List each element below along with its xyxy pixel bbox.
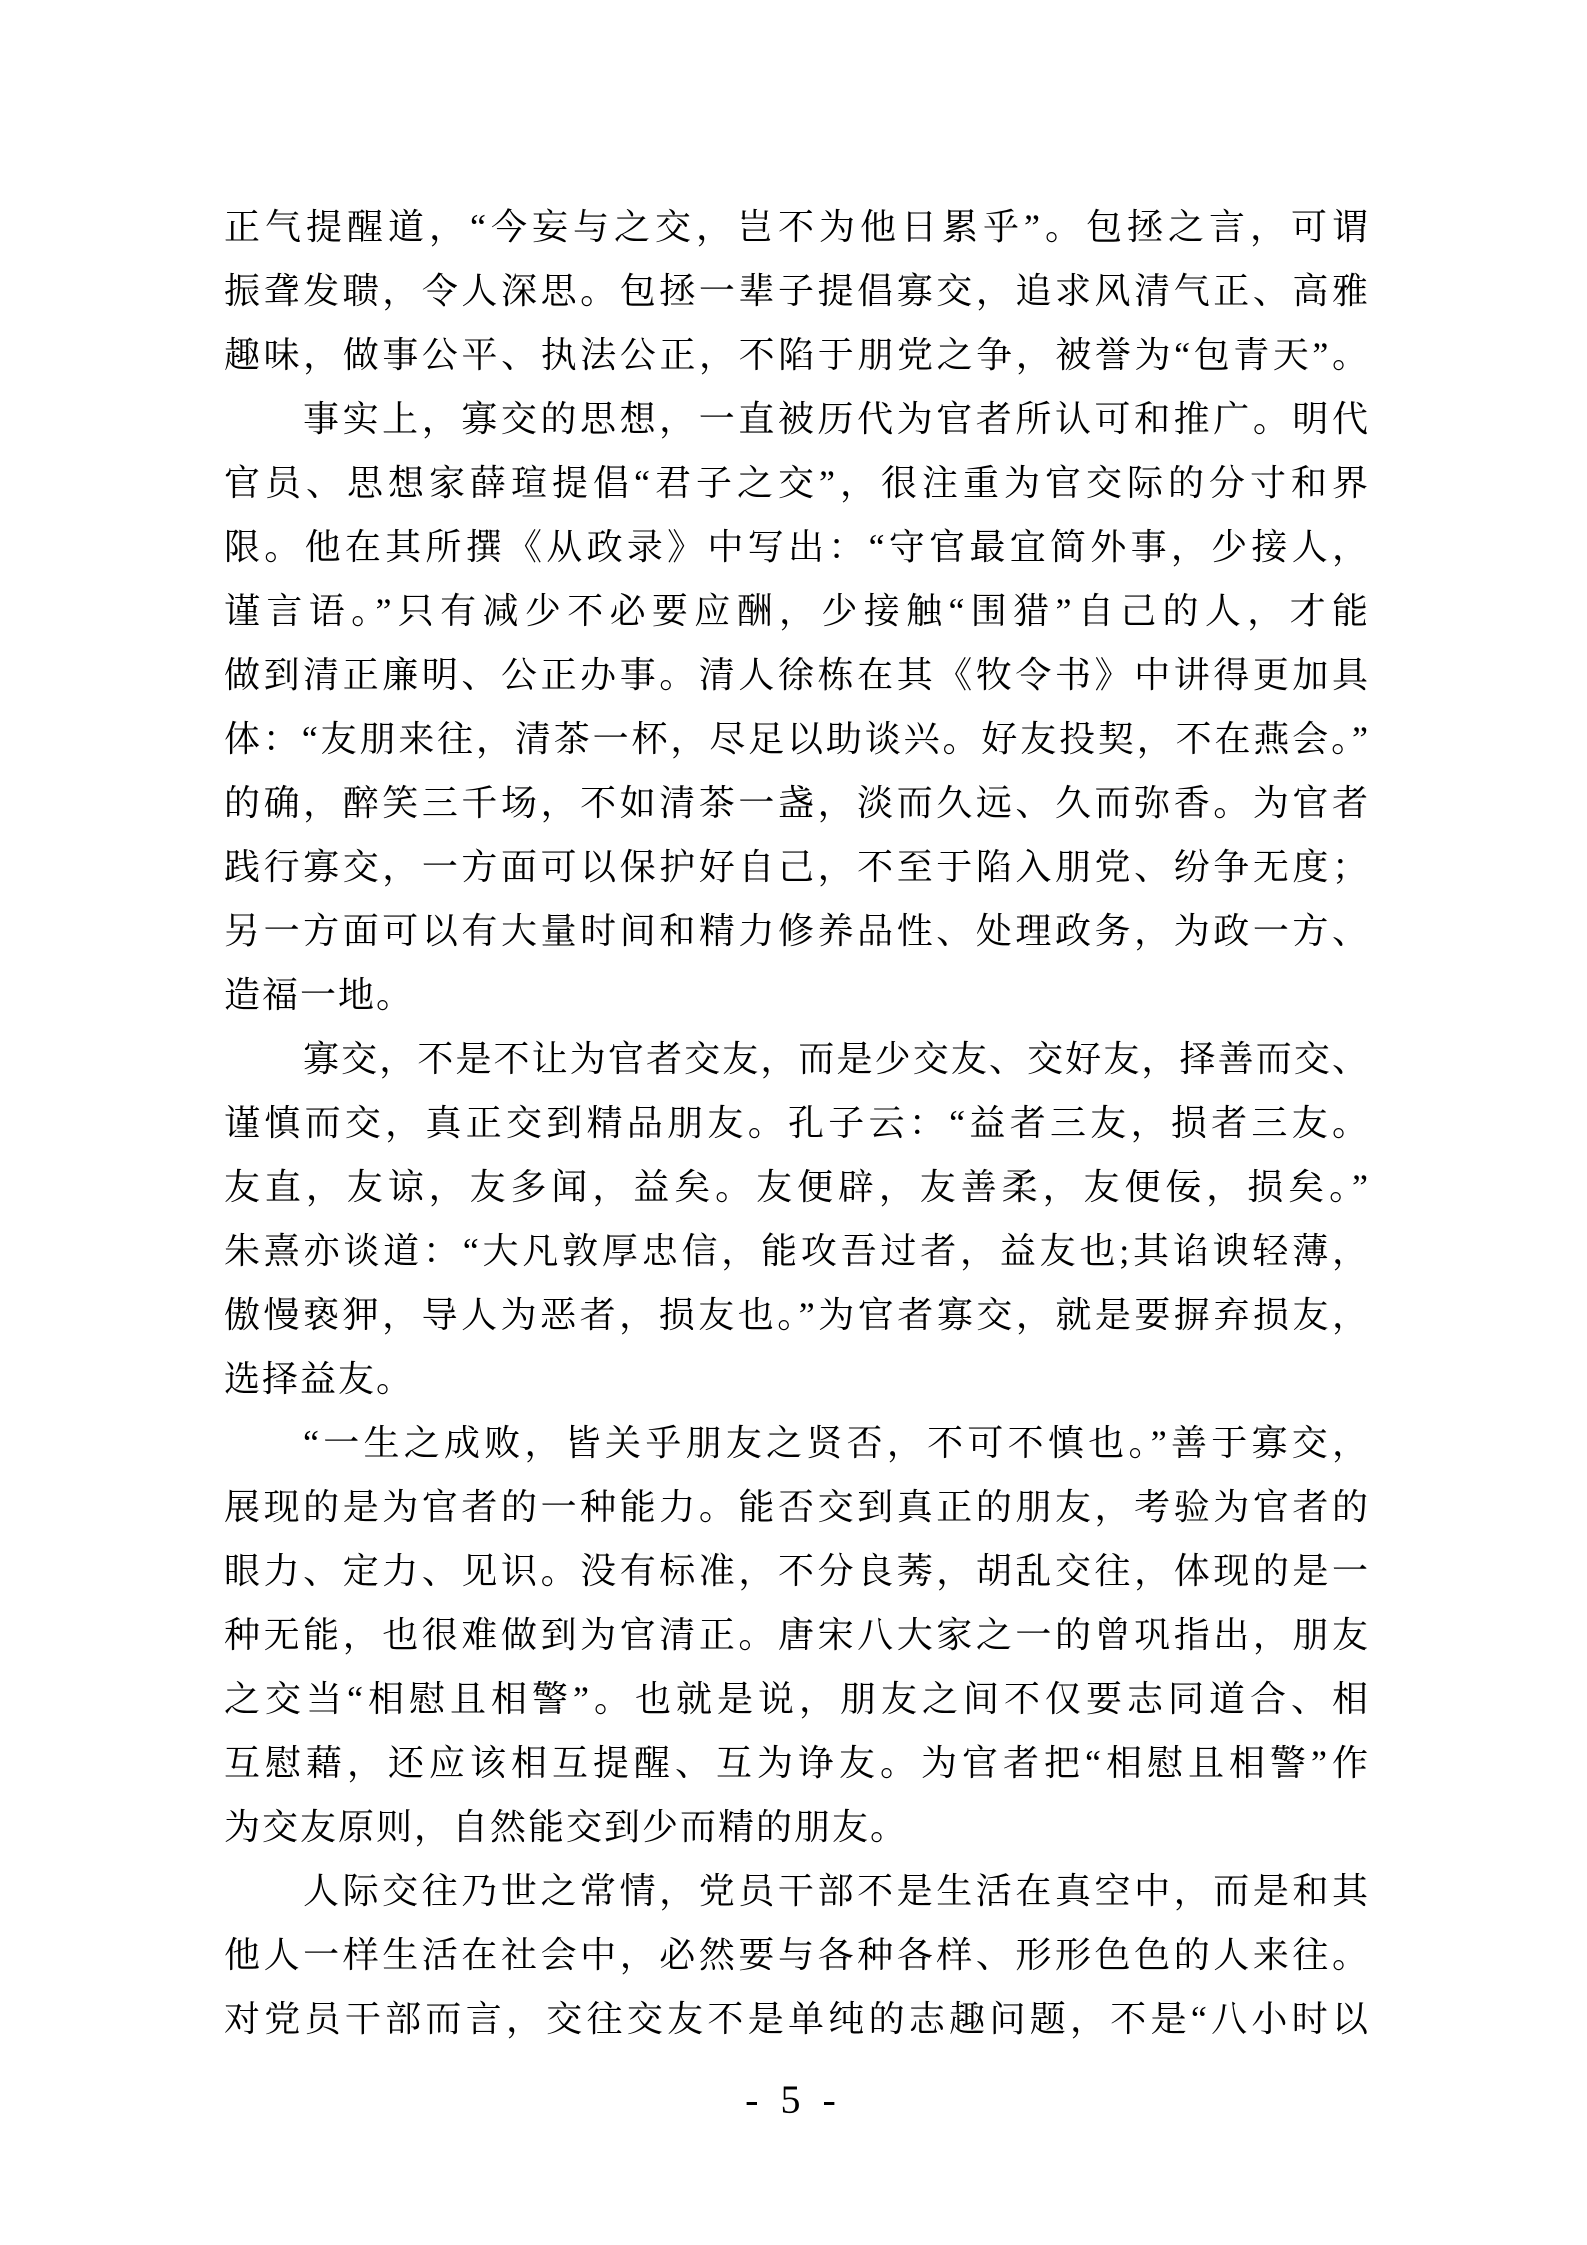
text-line: 事实上，寡交的思想，一直被历代为官者所认可和推广。明代: [303, 399, 1370, 439]
text-line: 做到清正廉明、公正办事。清人徐栋在其《牧令书》中讲得更加具: [224, 655, 1370, 695]
text-line: 践行寡交，一方面可以保护好自己，不至于陷入朋党、纷争无度；: [224, 847, 1370, 887]
text-line: “一生之成败，皆关乎朋友之贤否，不可不慎也。”善于寡交，: [303, 1423, 1370, 1463]
text-line: 他人一样生活在社会中，必然要与各种各样、形形色色的人来往。: [224, 1935, 1370, 1975]
paragraph: [224, 1411, 1370, 1859]
text-line: 之交当“相慰且相警”。也就是说，朋友之间不仅要志同道合、相: [224, 1679, 1370, 1719]
document-body: [224, 195, 1370, 2051]
text-line: 正气提醒道，“今妄与之交，岂不为他日累乎”。包拯之言，可谓: [224, 207, 1370, 247]
text-line: 傲慢亵狎，导人为恶者，损友也。”为官者寡交，就是要摒弃损友，: [224, 1295, 1370, 1335]
text-line: 选择益友。: [224, 1359, 415, 1399]
text-line: 的确，醉笑三千场，不如清茶一盏，淡而久远、久而弥香。为官者: [224, 783, 1370, 823]
text-line: 友直，友谅，友多闻，益矣。友便辟，友善柔，友便佞，损矣。”: [224, 1167, 1370, 1207]
text-line: 体：“友朋来往，清茶一杯，尽足以助谈兴。好友投契，不在燕会。”: [224, 719, 1370, 759]
page-number: - 5 -: [745, 2077, 842, 2122]
text-line: 互慰藉，还应该相互提醒、互为诤友。为官者把“相慰且相警”作: [224, 1743, 1370, 1783]
paragraph: [224, 195, 1370, 387]
paragraph: [224, 1859, 1370, 2051]
text-line: 官员、思想家薛瑄提倡“君子之交”，很注重为官交际的分寸和界: [224, 463, 1370, 503]
text-line: 寡交，不是不让为官者交友，而是少交友、交好友，择善而交、: [303, 1039, 1370, 1079]
text-line: 种无能，也很难做到为官清正。唐宋八大家之一的曾巩指出，朋友: [224, 1615, 1370, 1655]
text-line: 对党员干部而言，交往交友不是单纯的志趣问题，不是“八小时以: [224, 1999, 1370, 2039]
paragraph: [224, 1027, 1370, 1411]
text-line: 造福一地。: [224, 975, 415, 1015]
text-line: 人际交往乃世之常情，党员干部不是生活在真空中，而是和其: [303, 1871, 1370, 1911]
text-line: 趣味，做事公平、执法公正，不陷于朋党之争，被誉为“包青天”。: [224, 335, 1370, 375]
text-line: 振聋发聩，令人深思。包拯一辈子提倡寡交，追求风清气正、高雅: [224, 271, 1370, 311]
text-line: 谨慎而交，真正交到精品朋友。孔子云：“益者三友，损者三友。: [224, 1103, 1370, 1143]
text-line: 另一方面可以有大量时间和精力修养品性、处理政务，为政一方、: [224, 911, 1370, 951]
text-line: 谨言语。”只有减少不必要应酬，少接触“围猎”自己的人，才能: [224, 591, 1370, 631]
text-line: 为交友原则，自然能交到少而精的朋友。: [224, 1807, 909, 1847]
page-footer: [0, 2078, 1587, 2122]
text-line: 朱熹亦谈道：“大凡敦厚忠信，能攻吾过者，益友也;其谄谀轻薄，: [224, 1231, 1370, 1271]
text-line: 展现的是为官者的一种能力。能否交到真正的朋友，考验为官者的: [224, 1487, 1370, 1527]
text-line: 眼力、定力、见识。没有标准，不分良莠，胡乱交往，体现的是一: [224, 1551, 1370, 1591]
paragraph: [224, 387, 1370, 1027]
text-line: 限。他在其所撰《从政录》中写出：“守官最宜简外事，少接人，: [224, 527, 1370, 567]
